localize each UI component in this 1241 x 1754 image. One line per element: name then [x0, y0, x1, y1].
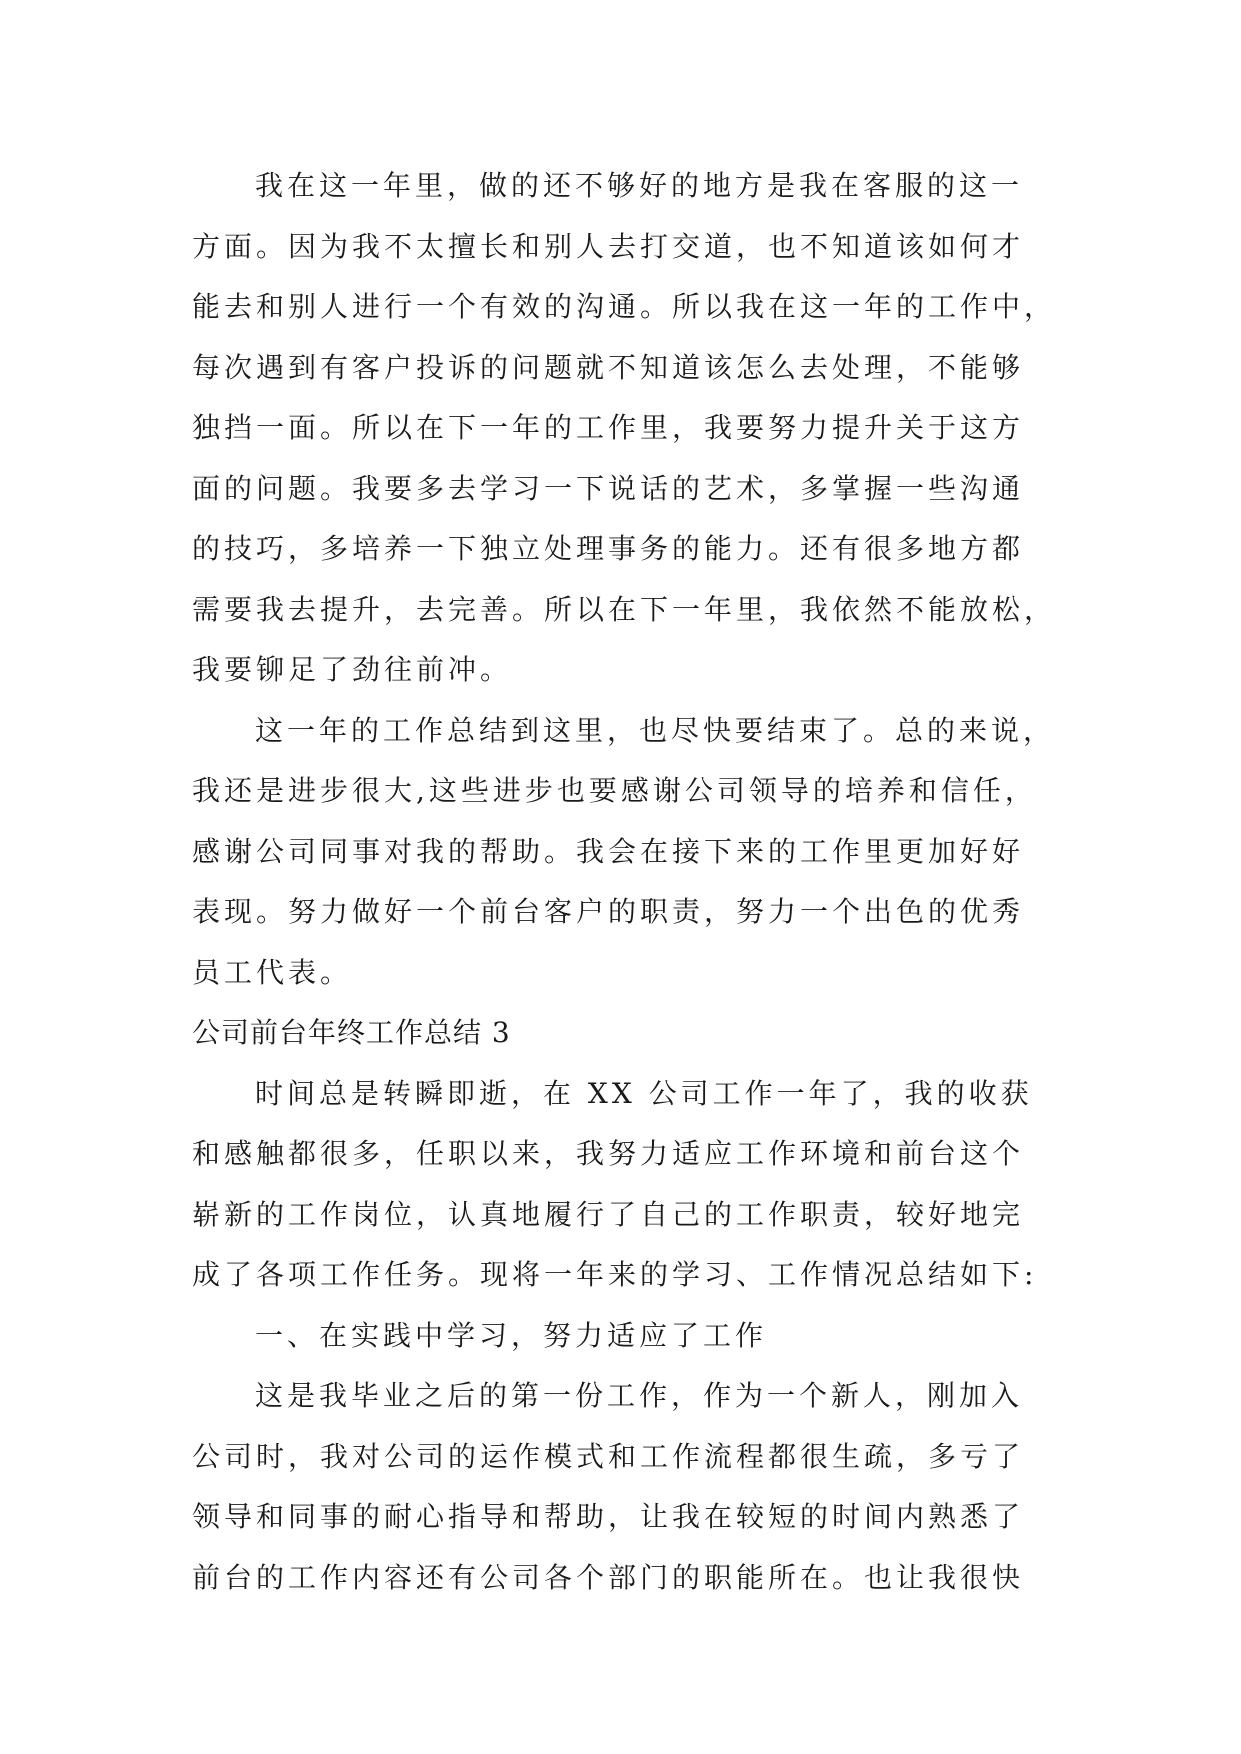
- section-heading: 公司前台年终工作总结 3: [192, 1016, 511, 1049]
- text-line: 独挡一面。所以在下一年的工作里，我要努力提升关于这方: [192, 411, 1025, 444]
- text-line: 和感触都很多，任职以来，我努力适应工作环境和前台这个: [192, 1137, 1025, 1170]
- text-line: 表现。努力做好一个前台客户的职责，努力一个出色的优秀: [192, 895, 1025, 928]
- document-body: [192, 156, 1092, 1608]
- text-line: 领导和同事的耐心指导和帮助，让我在较短的时间内熟悉了: [192, 1500, 1025, 1533]
- text-line: 方面。因为我不太擅长和别人去打交道，也不知道该如何才: [192, 229, 1025, 263]
- text-line: 这一年的工作总结到这里，也尽快要结束了。总的来说，: [255, 713, 1056, 747]
- text-line: 公司时，我对公司的运作模式和工作流程都很生疏，多亏了: [192, 1439, 1025, 1473]
- text-line: 的技巧，多培养一下独立处理事务的能力。还有很多地方都: [192, 532, 1025, 565]
- text-line: 员工代表。: [192, 955, 353, 989]
- text-line: 我要铆足了劲往前冲。: [192, 653, 513, 686]
- text-line: 一、在实践中学习，努力适应了工作: [255, 1318, 768, 1352]
- text-line: 崭新的工作岗位，认真地履行了自己的工作职责，较好地完: [192, 1197, 1025, 1231]
- text-line: 面的问题。我要多去学习一下说话的艺术，多掌握一些沟通: [192, 471, 1025, 505]
- text-line: 感谢公司同事对我的帮助。我会在接下来的工作里更加好好: [192, 834, 1025, 868]
- text-line: 成了各项工作任务。现将一年来的学习、工作情况总结如下:: [192, 1258, 1038, 1291]
- text-line: 这是我毕业之后的第一份工作，作为一个新人，刚加入: [255, 1379, 1024, 1412]
- text-line: 能去和别人进行一个有效的沟通。所以我在这一年的工作中，: [192, 290, 1057, 323]
- text-line: 我在这一年里，做的还不够好的地方是我在客服的这一: [255, 169, 1024, 202]
- text-line: 我还是进步很大,这些进步也要感谢公司领导的培养和信任，: [192, 774, 1037, 807]
- text-line: 每次遇到有客户投诉的问题就不知道该怎么去处理，不能够: [192, 350, 1025, 384]
- text-line: 前台的工作内容还有公司各个部门的职能所在。也让我很快: [192, 1560, 1025, 1594]
- text-line: 时间总是转瞬即逝，在 XX 公司工作一年了，我的收获: [255, 1076, 1033, 1110]
- text-line: 需要我去提升，去完善。所以在下一年里，我依然不能放松，: [192, 592, 1057, 626]
